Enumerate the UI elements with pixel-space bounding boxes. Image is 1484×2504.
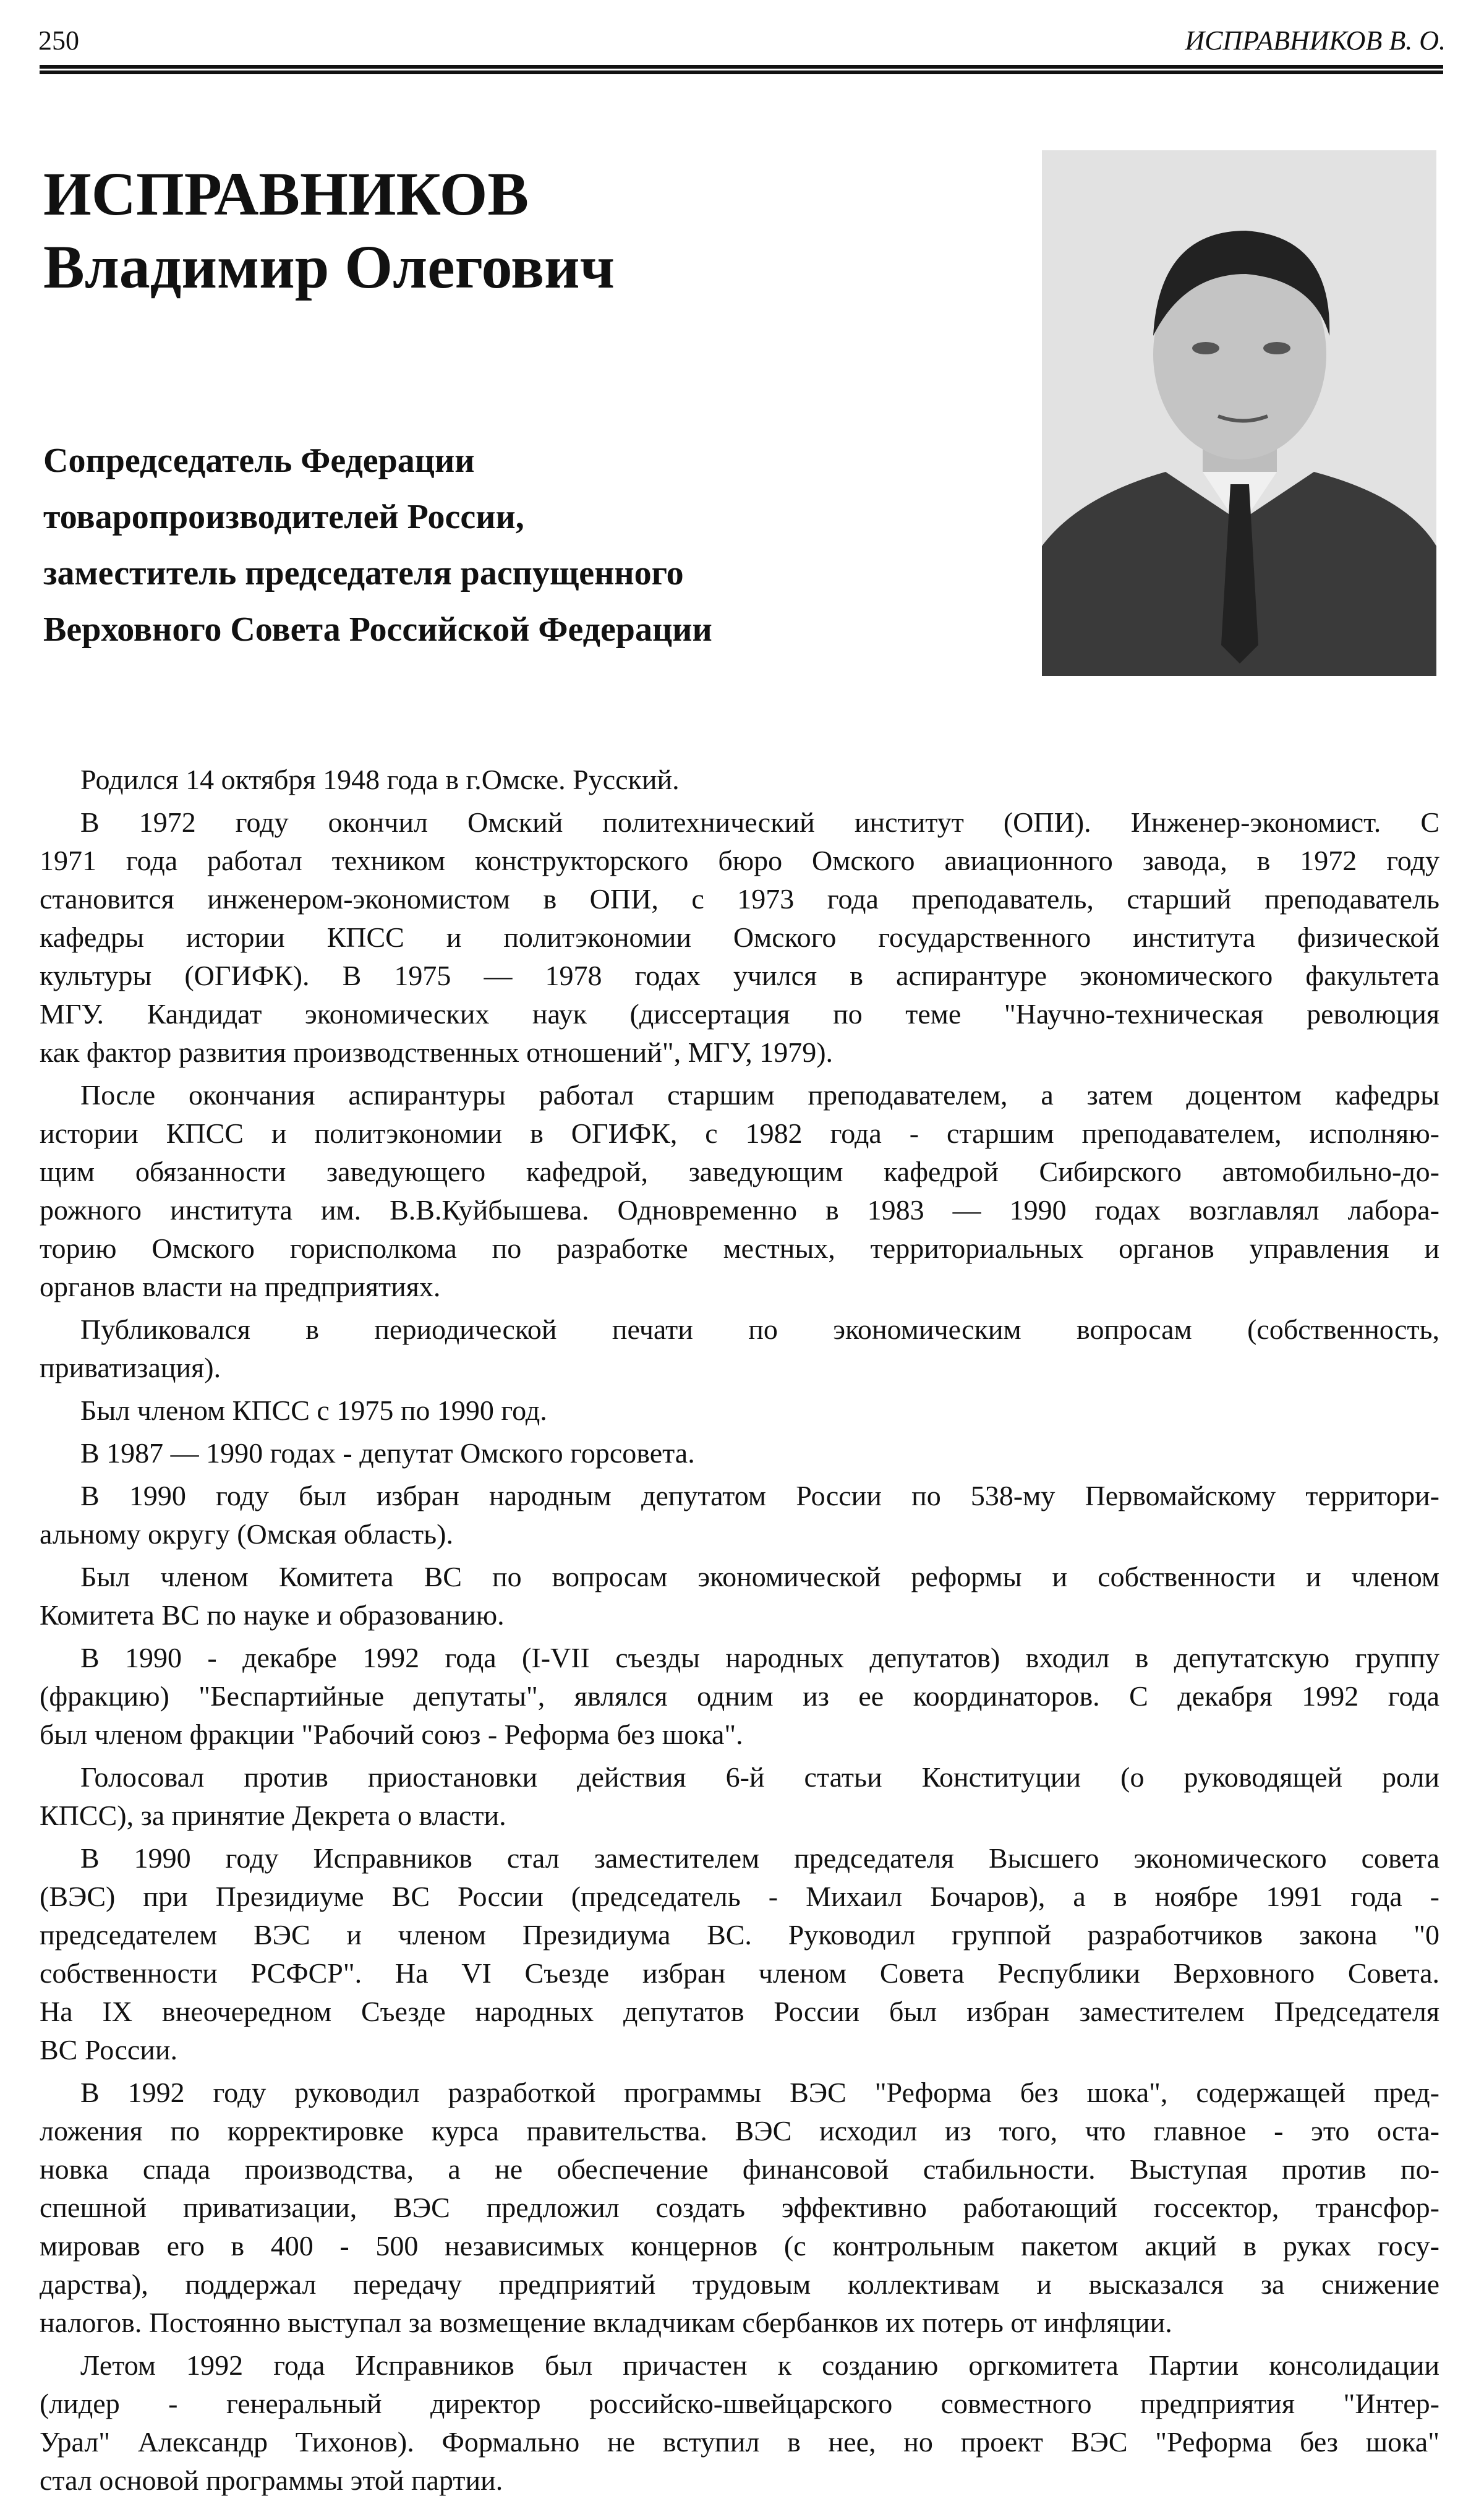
text-line: спешной приватизации, ВЭС предложил создать эффективно работающий госсектор, трансфор- bbox=[40, 2192, 1439, 2223]
surname: ИСПРАВНИКОВ bbox=[43, 160, 529, 228]
text-line: (ВЭС) при Президиуме ВС России (председатель - Михаил Бочаров), а в ноябре 1991 года - bbox=[40, 1881, 1439, 1912]
text-line: После окончания аспирантуры работал старшим преподавателем, а затем доцентом кафедры bbox=[80, 1079, 1439, 1111]
subtitle-line: Сопредседатель Федерации bbox=[43, 442, 475, 480]
paragraph bbox=[40, 1310, 1439, 1387]
text-line: собственности РСФСР". На VI Съезде избран членом Совета Республики Верховного Совета. bbox=[40, 1957, 1439, 1989]
text-line: новка спада производства, а не обеспечение финансовой стабильности. Выступая против по- bbox=[40, 2153, 1439, 2185]
text-line: председателем ВЭС и членом Президиума ВС. Руководил группой разработчиков закона "0 bbox=[40, 1919, 1439, 1951]
biography-text bbox=[40, 761, 1439, 2504]
text-line: Комитета ВС по науке и образованию. bbox=[40, 1599, 505, 1631]
text-line: ложения по корректировке курса правительства. ВЭС исходил из того, что главное - это оста- bbox=[40, 2115, 1439, 2147]
paragraph bbox=[40, 1639, 1439, 1754]
text-line: рожного института им. В.В.Куйбышева. Одновременно в 1983 — 1990 годах возглавлял лабора- bbox=[40, 1194, 1439, 1226]
text-line: был членом фракции "Рабочий союз - Реформа без шока". bbox=[40, 1719, 743, 1750]
text-line: органов власти на предприятиях. bbox=[40, 1271, 441, 1302]
text-line: щим обязанности заведующего кафедрой, заведующим кафедрой Сибирского автомобильно-до- bbox=[40, 1156, 1439, 1187]
text-line: (лидер - генеральный директор российско-швейцарского совместного предприятия "Интер- bbox=[40, 2388, 1439, 2419]
text-line: торию Омского горисполкома по разработке местных, территориальных органов управления и bbox=[40, 1233, 1439, 1264]
text-line: На IX внеочередном Съезде народных депутатов России был избран заместителем Председателя bbox=[40, 1996, 1439, 2027]
text-line: Публиковался в периодической печати по экономическим вопросам (собственность, bbox=[80, 1314, 1439, 1345]
text-line: стал основой программы этой партии. bbox=[40, 2464, 503, 2496]
text-line: истории КПСС и политэкономии в ОГИФК, с 1982 года - старшим преподавателем, исполняю- bbox=[40, 1117, 1439, 1149]
text-line: В 1992 году руководил разработкой программы ВЭС "Реформа без шока", содержащей пред- bbox=[80, 2077, 1439, 2108]
text-line: (фракцию) "Беспартийные депутаты", являлся одним из ее координаторов. С декабря 1992 года bbox=[40, 1680, 1439, 1712]
paragraph bbox=[40, 2074, 1439, 2342]
text-line: КПСС), за принятие Декрета о власти. bbox=[40, 1800, 506, 1831]
text-line: Летом 1992 года Исправников был причастен к созданию оргкомитета Партии консолидации bbox=[80, 2349, 1439, 2381]
subtitle-line: заместитель председателя распущенного bbox=[43, 554, 684, 592]
paragraph bbox=[40, 761, 1439, 799]
text-line: Был членом Комитета ВС по вопросам экономической реформы и собственности и членом bbox=[80, 1561, 1439, 1592]
text-line: В 1987 — 1990 годах - депутат Омского горсовета. bbox=[80, 1437, 695, 1469]
text-line: ВС России. bbox=[40, 2034, 178, 2066]
portrait-photo bbox=[1042, 150, 1436, 676]
paragraph bbox=[40, 1076, 1439, 1306]
text-line: альному округу (Омская область). bbox=[40, 1518, 453, 1550]
article-title bbox=[43, 158, 615, 304]
text-line: приватизация). bbox=[40, 1352, 221, 1383]
subtitle-line: товаропроизводителей России, bbox=[43, 498, 524, 536]
text-line: В 1990 году Исправников стал заместителем председателя Высшего экономического совета bbox=[80, 1842, 1439, 1874]
portrait-image bbox=[1042, 150, 1436, 676]
text-line: Был членом КПСС с 1975 по 1990 год. bbox=[80, 1395, 547, 1426]
text-line: становится инженером-экономистом в ОПИ, с 1973 года преподаватель, старший преподаватель bbox=[40, 883, 1439, 915]
text-line: Урал" Александр Тихонов). Формально не вступил в нее, но проект ВЭС "Реформа без шока" bbox=[40, 2426, 1439, 2458]
text-line: Голосовал против приостановки действия 6-й статьи Конституции (о руководящей роли bbox=[80, 1761, 1439, 1793]
text-line: В 1972 году окончил Омский политехнический институт (ОПИ). Инженер-экономист. С bbox=[80, 806, 1439, 838]
header-rule-top bbox=[40, 65, 1443, 69]
text-line: В 1990 году был избран народным депутатом России по 538-му Первомайскому территори- bbox=[80, 1480, 1439, 1511]
text-line: налогов. Постоянно выступал за возмещение вкладчикам сбербанков их потерь от инфляции. bbox=[40, 2307, 1172, 2338]
header-rule-bottom bbox=[40, 71, 1443, 74]
text-line: культуры (ОГИФК). В 1975 — 1978 годах учился в аспирантуре экономического факультета bbox=[40, 960, 1439, 991]
given-names: Владимир Олегович bbox=[43, 233, 615, 301]
text-line: как фактор развития производственных отношений", МГУ, 1979). bbox=[40, 1036, 834, 1068]
paragraph bbox=[40, 1477, 1439, 1553]
text-line: мировав его в 400 - 500 независимых концернов (с контрольным пакетом акций в руках госу- bbox=[40, 2230, 1439, 2262]
paragraph bbox=[40, 1434, 1439, 1472]
text-line: 1971 года работал техником конструкторского бюро Омского авиационного завода, в 1972 году bbox=[40, 845, 1439, 876]
text-line: дарства), поддержал передачу предприятий трудовым коллективам и высказался за снижение bbox=[40, 2268, 1439, 2300]
paragraph bbox=[40, 1758, 1439, 1835]
subtitle-line: Верховного Совета Российской Федерации bbox=[43, 610, 712, 649]
text-line: кафедры истории КПСС и политэкономии Омского государственного института физической bbox=[40, 921, 1439, 953]
text-line: В 1990 - декабре 1992 года (I-VII съезды народных депутатов) входил в депутатскую группу bbox=[80, 1642, 1439, 1673]
paragraph bbox=[40, 2346, 1439, 2500]
page-number: 250 bbox=[38, 25, 79, 56]
text-line: МГУ. Кандидат экономических наук (диссертация по теме "Научно-техническая революция bbox=[40, 998, 1439, 1030]
paragraph bbox=[40, 1839, 1439, 2069]
position-subtitle bbox=[43, 433, 712, 658]
paragraph bbox=[40, 803, 1439, 1072]
paragraph bbox=[40, 1558, 1439, 1634]
text-line: Родился 14 октября 1948 года в г.Омске. Русский. bbox=[80, 764, 680, 795]
paragraph bbox=[40, 1391, 1439, 1430]
running-title: ИСПРАВНИКОВ В. О. bbox=[1185, 25, 1446, 56]
